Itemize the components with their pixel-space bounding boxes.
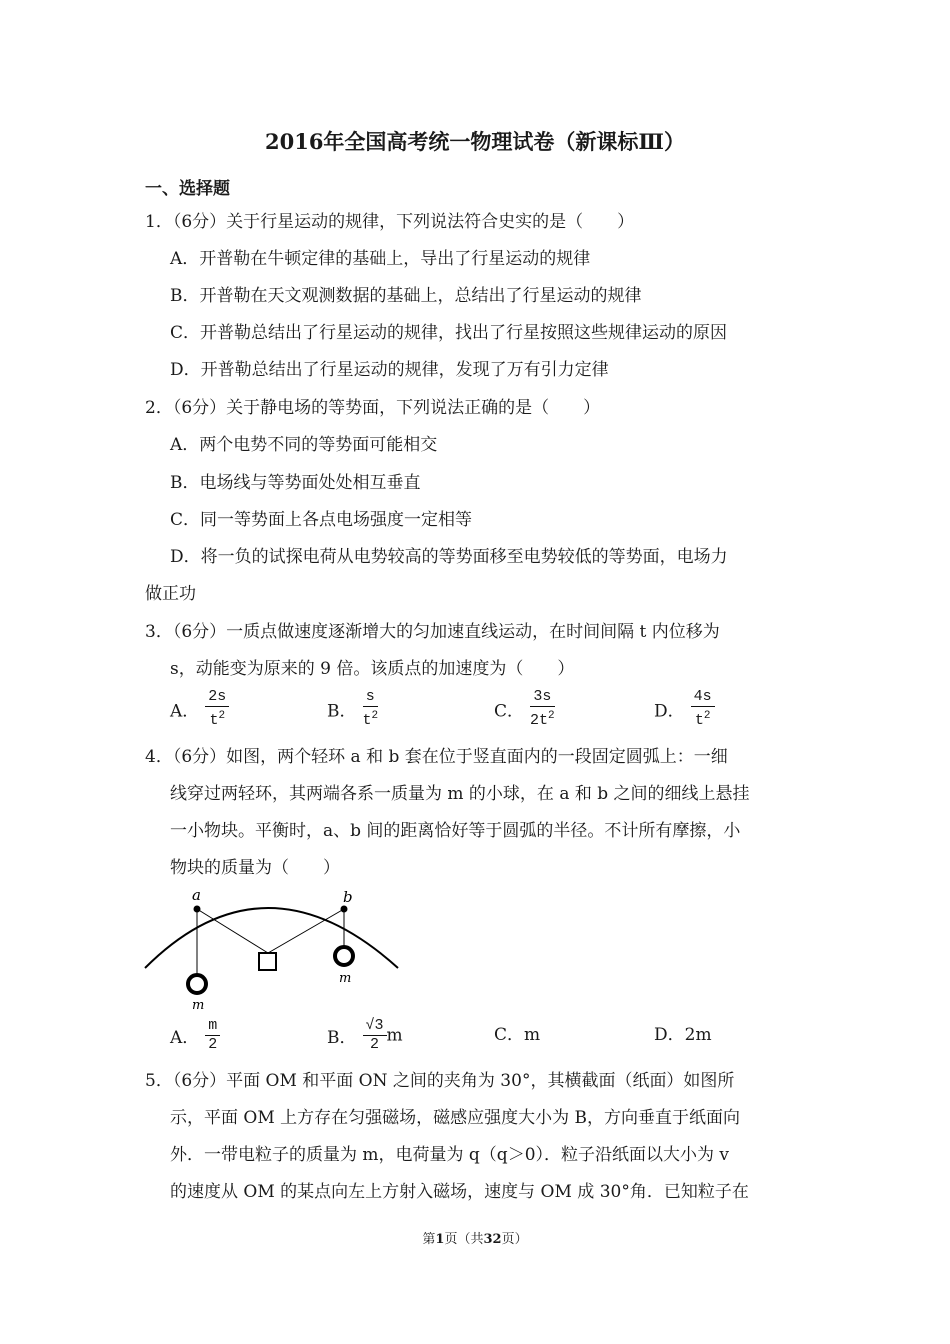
q4-option-b: B． $\frac{√3}{2}$ m — [327, 1017, 403, 1053]
q3-option-b: B． $\frac{s}{t^2}$ — [327, 688, 379, 729]
thread-mid-right — [268, 909, 344, 953]
q3-b-fraction: $\frac{s}{t^2}$ — [362, 688, 379, 729]
q1-option-a: A．开普勒在牛顿定律的基础上，导出了行星运动的规律 — [170, 249, 591, 269]
thread-mid-left — [197, 909, 268, 953]
q1-option-b: B．开普勒在天文观测数据的基础上，总结出了行星运动的规律 — [170, 286, 642, 306]
q5-stem-line2: 示，平面 OM 上方存在匀强磁场，磁感应强度大小为 B，方向垂直于纸面向 — [170, 1108, 741, 1128]
q4-a-fraction: $\frac{m}{2}$ — [205, 1017, 220, 1054]
page-title: 2016年全国高考统一物理试卷（新课标Ⅲ） — [264, 129, 686, 154]
q2-option-b: B．电场线与等势面处处相互垂直 — [170, 473, 421, 493]
label-a: a — [192, 886, 201, 904]
q4-stem-line3: 一小物块。平衡时，a、b 间的距离恰好等于圆弧的半径。不计所有摩擦，小 — [170, 821, 741, 841]
q2-option-a: A．两个电势不同的等势面可能相交 — [170, 435, 438, 455]
q2-option-d-cont: 做正功 — [145, 584, 196, 604]
q4-stem-line2: 线穿过两轻环，其两端各系一质量为 m 的小球，在 a 和 b 之间的细线上悬挂 — [170, 784, 750, 804]
q4-figure — [140, 886, 405, 1011]
q4-option-c: C．m — [494, 1025, 541, 1045]
ball-left — [188, 975, 206, 993]
label-b: b — [343, 888, 353, 906]
page-number: 1 — [435, 1232, 445, 1247]
q2-option-d: D．将一负的试探电荷从电势较高的等势面移至电势较低的等势面，电场力 — [170, 547, 728, 567]
q4-option-a: A． $\frac{m}{2}$ — [170, 1017, 220, 1054]
q3-d-fraction: $\frac{4s}{t^2}$ — [691, 688, 715, 730]
q1-option-d: D．开普勒总结出了行星运动的规律，发现了万有引力定律 — [170, 360, 609, 380]
q3-c-fraction: $\frac{3s}{2t^2}$ — [530, 688, 555, 729]
ring-a — [194, 906, 201, 913]
q4-stem-line1: 4．（6分）如图，两个轻环 a 和 b 套在位于竖直面内的一段固定圆弧上：一细 — [145, 747, 728, 767]
q3-option-a: A． $\frac{2s}{t^2}$ — [170, 688, 229, 730]
q3-a-fraction: $\frac{2s}{t^2}$ — [205, 688, 229, 730]
page-footer: 第1页（共32页） — [422, 1232, 528, 1247]
q3-stem-line2: s，动能变为原来的 9 倍。该质点的加速度为（ ） — [170, 659, 575, 679]
q4-b-fraction: $\frac{√3}{2}$ — [363, 1017, 387, 1054]
page-total: 32 — [483, 1232, 502, 1247]
q1-stem: 1．（6分）关于行星运动的规律，下列说法符合史实的是（ ） — [145, 212, 635, 232]
q4-stem-line4: 物块的质量为（ ） — [170, 858, 340, 878]
ball-right — [335, 947, 353, 965]
q3-option-c: C． $\frac{3s}{2t^2}$ — [494, 688, 555, 729]
small-block — [259, 953, 276, 970]
section-heading: 一、选择题 — [145, 179, 230, 199]
q5-stem-line4: 的速度从 OM 的某点向左上方射入磁场，速度与 OM 成 30°角．已知粒子在 — [170, 1182, 749, 1202]
q5-stem-line1: 5．（6分）平面 OM 和平面 ON 之间的夹角为 30°，其横截面（纸面）如图所 — [145, 1071, 735, 1091]
q3-stem-line1: 3．（6分）一质点做速度逐渐增大的匀加速直线运动，在时间间隔 t 内位移为 — [145, 622, 720, 642]
label-m-left: m — [192, 998, 205, 1011]
q3-option-d: D． $\frac{4s}{t^2}$ — [654, 688, 715, 730]
q5-stem-line3: 外．一带电粒子的质量为 m，电荷量为 q（q＞0）．粒子沿纸面以大小为 v — [170, 1145, 730, 1165]
q4-option-d: D．2m — [654, 1025, 712, 1045]
q2-stem: 2．（6分）关于静电场的等势面，下列说法正确的是（ ） — [145, 398, 601, 418]
q1-option-c: C．开普勒总结出了行星运动的规律，找出了行星按照这些规律运动的原因 — [170, 323, 728, 343]
q2-option-c: C．同一等势面上各点电场强度一定相等 — [170, 510, 473, 530]
ring-b — [341, 906, 348, 913]
label-m-right: m — [339, 971, 352, 986]
